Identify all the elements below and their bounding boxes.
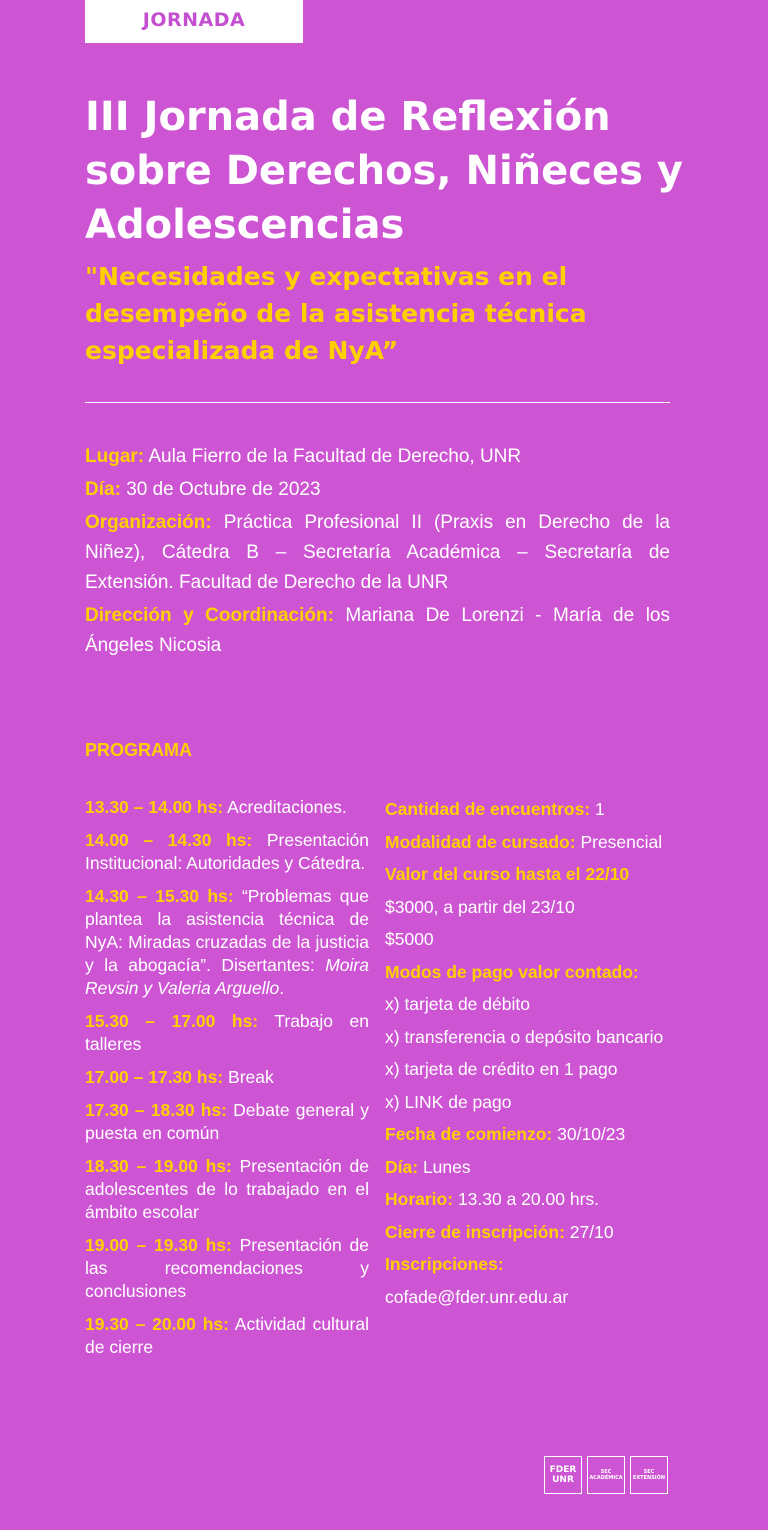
programa-text: Break <box>228 1067 274 1087</box>
divider <box>85 402 670 403</box>
programa-text: Acreditaciones. <box>227 797 347 817</box>
event-title: III Jornada de Reflexión sobre Derechos, Niñeces y Adolescencias <box>85 94 683 248</box>
logo-line: UNR <box>552 1475 574 1485</box>
contact-email[interactable]: cofade@fder.unr.edu.ar <box>385 1286 569 1307</box>
programa-item <box>85 1066 369 1089</box>
info-dia <box>85 475 670 505</box>
detail-label: Horario: <box>385 1189 454 1209</box>
detail-label: Cantidad de encuentros: <box>385 799 591 819</box>
logo-line: SEC <box>643 1469 655 1475</box>
detail-pago-1: x) tarjeta de débito <box>385 994 530 1014</box>
programa-item <box>85 1099 369 1145</box>
detail-valor-2: $5000 <box>385 929 434 949</box>
info-label: Lugar: <box>85 446 145 467</box>
programa-text: “Problemas que plantea la asistencia técnica de NyA: Miradas cruzadas de la justicia y la abogacía”. Disertantes: <box>85 886 369 975</box>
programa-item <box>85 829 369 875</box>
sec-extension-logo <box>630 1456 668 1494</box>
programa-text: Trabajo en talleres <box>85 1011 369 1054</box>
info-direccion <box>85 601 670 661</box>
detail-pago-2: x) transferencia o depósito bancario <box>385 1026 664 1047</box>
programa-time: 13.30 – 14.00 hs: <box>85 797 224 817</box>
detail-label: Modalidad de cursado: <box>385 831 576 852</box>
programa-time: 17.30 – 18.30 hs: <box>85 1100 227 1120</box>
logo-line: EXTENSIÓN <box>632 1475 666 1481</box>
info-label: Día: <box>85 479 121 500</box>
detail-value: Lunes <box>422 1156 471 1177</box>
programa-time: 17.00 – 17.30 hs: <box>85 1067 224 1087</box>
detail-pago-4: x) LINK de pago <box>385 1091 512 1112</box>
event-subtitle: "Necesidades y expectativas en el desempeño de la asistencia técnica especializada de NyA” <box>85 262 587 365</box>
info-text: 30 de Octubre de 2023 <box>126 479 321 500</box>
detail-valor <box>385 863 670 886</box>
course-details <box>385 798 670 1318</box>
info-label: Dirección y Coordinación: <box>85 605 334 626</box>
programa-heading: PROGRAMA <box>85 740 192 760</box>
detail-value: 30/10/23 <box>557 1124 626 1144</box>
detail-valor-1: $3000, a partir del 23/10 <box>385 896 575 917</box>
detail-pago <box>385 961 670 984</box>
programa-item <box>85 1234 369 1303</box>
detail-pago-3: x) tarjeta de crédito en 1 pago <box>385 1059 618 1079</box>
detail-inscripciones <box>385 1253 670 1276</box>
info-text: Práctica Profesional II (Praxis en Derecho de la Niñez), Cátedra B – Secretaría Académica – Secretaría de Extensión. Facultad de Derecho de la UNR <box>85 512 671 593</box>
institution-logos <box>544 1456 668 1494</box>
detail-modalidad <box>385 831 670 854</box>
detail-label: Fecha de comienzo: <box>385 1124 553 1144</box>
category-tag: JORNADA <box>85 0 303 43</box>
logo-line: ACADÉMICA <box>589 1475 623 1481</box>
detail-label: Modos de pago valor contado: <box>385 961 639 982</box>
detail-label: Día: <box>385 1156 419 1177</box>
event-info <box>85 442 670 664</box>
detail-value: 13.30 a 20.00 hrs. <box>457 1189 600 1209</box>
programa-time: 19.30 – 20.00 hs: <box>85 1314 229 1334</box>
programa-item <box>85 796 369 819</box>
programa-speakers: Moira Revsin y Valeria Arguello <box>85 955 369 998</box>
programa-time: 14.30 – 15.30 hs: <box>85 886 234 906</box>
programa-time: 15.30 – 17.00 hs: <box>85 1011 259 1031</box>
detail-label: Inscripciones: <box>385 1254 504 1274</box>
programa-text: Presentación Institucional: Autoridades y Cátedra. <box>85 830 369 873</box>
programa-item <box>85 1313 369 1359</box>
detail-comienzo <box>385 1123 670 1146</box>
programa-list <box>85 796 369 1369</box>
detail-horario <box>385 1188 670 1211</box>
detail-encuentros <box>385 798 670 821</box>
programa-text: Presentación de adolescentes de lo trabajado en el ámbito escolar <box>85 1156 369 1222</box>
programa-item <box>85 1155 369 1224</box>
programa-text: Actividad cultural de cierre <box>85 1314 369 1357</box>
detail-label: Valor del curso hasta el 22/10 <box>385 864 630 884</box>
programa-time: 18.30 – 19.00 hs: <box>85 1156 232 1176</box>
detail-dia <box>385 1156 670 1179</box>
info-organizacion <box>85 508 670 598</box>
detail-value: 1 <box>595 799 605 819</box>
logo-line: SEC <box>600 1469 612 1475</box>
info-text: Aula Fierro de la Facultad de Derecho, UNR <box>148 446 522 467</box>
programa-text: Debate general y puesta en común <box>85 1100 369 1143</box>
detail-cierre <box>385 1221 670 1244</box>
info-text: Mariana De Lorenzi - María de los Ángeles Nicosia <box>85 605 670 656</box>
programa-item <box>85 885 369 1000</box>
programa-time: 19.00 – 19.30 hs: <box>85 1235 232 1255</box>
programa-time: 14.00 – 14.30 hs: <box>85 830 253 850</box>
detail-value: Presencial <box>580 831 663 852</box>
programa-item <box>85 1010 369 1056</box>
info-lugar <box>85 442 670 472</box>
detail-label: Cierre de inscripción: <box>385 1221 565 1242</box>
sec-academica-logo <box>587 1456 625 1494</box>
programa-text: Presentación de las recomendaciones y conclusiones <box>85 1235 369 1301</box>
logo-line: FDER <box>549 1465 577 1475</box>
info-label: Organización: <box>85 512 212 533</box>
detail-value: 27/10 <box>569 1221 614 1242</box>
programa-text-end: . <box>279 978 285 998</box>
fder-unr-logo <box>544 1456 582 1494</box>
